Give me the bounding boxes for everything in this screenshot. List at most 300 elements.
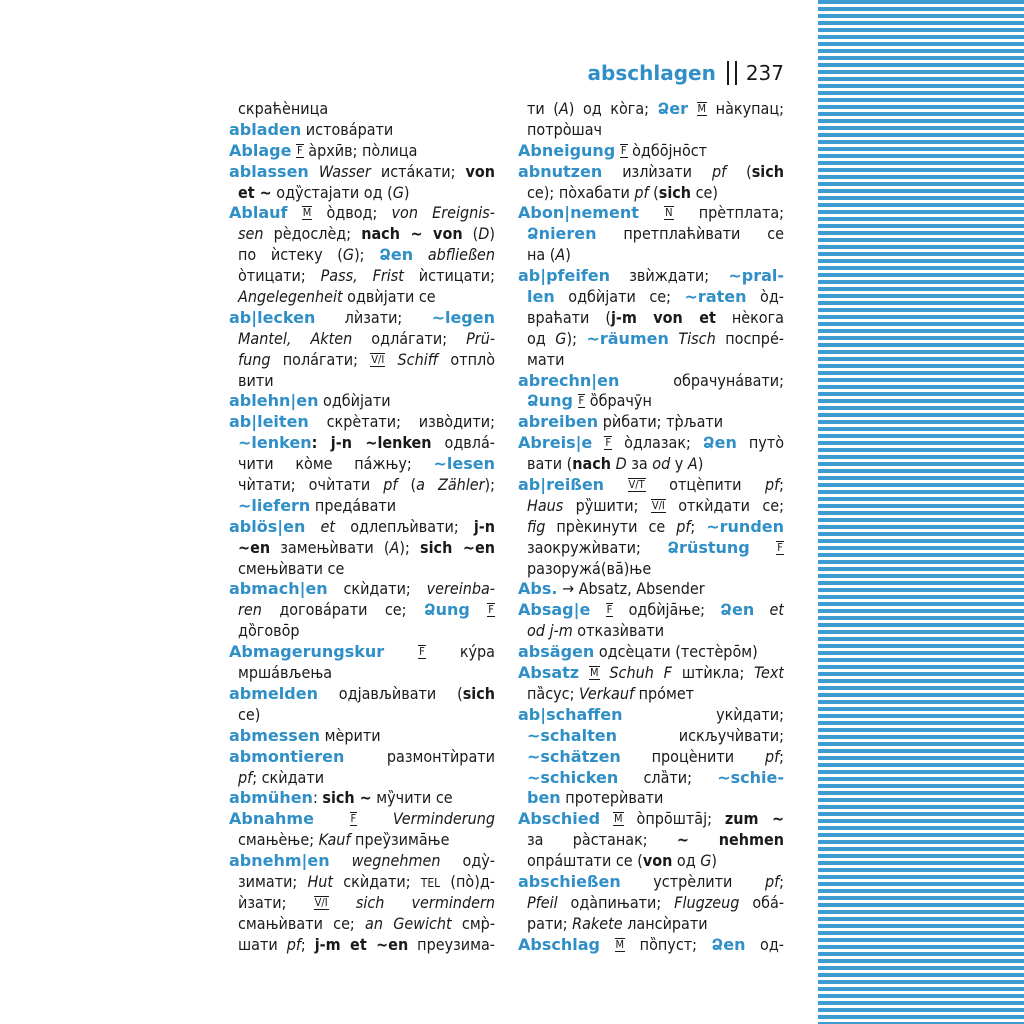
bold-phrase: sich ~en [420,537,495,557]
entry-word: ab|schaffen [518,704,623,724]
grammar-label: M [697,102,707,115]
translation-text: смењѝвати се [238,558,345,578]
dictionary-line [229,559,495,580]
dictionary-line [518,600,784,621]
translation-text: лѝзати; [315,307,432,327]
dictionary-line [518,642,784,663]
entry-word: Abon|nement [518,203,639,223]
italic-gloss: Angelegenheit [238,287,343,307]
translation-text: прѐкинути се [545,516,677,536]
translation-text: оба́- [739,892,784,912]
translation-text: претплаћѝвати се [596,224,784,244]
translation-text: од [672,851,701,871]
italic-gloss: G [392,182,404,202]
translation-text: скѝдати; [327,579,427,599]
entry-word: ~schalten [527,725,617,745]
translation-text: прѐтплата; [673,203,784,223]
entry-word: abladen [229,119,302,139]
entry-word: ~legen [431,307,495,327]
translation-text: се) [691,182,719,202]
translation-text [669,329,679,348]
dictionary-line [518,705,784,726]
dictionary-line [229,162,495,183]
dictionary-line [229,433,495,454]
translation-text: на̀купац; [707,99,784,118]
translation-text: му̏чити се [371,788,453,808]
italic-gloss: pf [764,475,780,495]
dictionary-line [229,329,495,350]
grammar-label: M [589,666,599,680]
translation-text: а̀рхӣв; по̀лица [303,140,418,160]
dictionary-line [229,538,495,559]
dictionary-line [229,830,495,851]
dictionary-line [518,559,784,580]
italic-gloss: A [389,537,400,557]
italic-gloss: Hut [307,871,334,891]
translation-text: шати [238,934,287,954]
grammar-label: F [578,394,585,408]
grammar-label: M [615,937,625,951]
entry-word: Abneigung [518,140,616,160]
dictionary-line [518,203,784,224]
italic-gloss: vereinba- [426,579,495,599]
dictionary-line [229,454,495,475]
grammar-label: M [302,206,312,220]
grammar-label: F [777,540,783,554]
translation-text: обрачуна́вати; [619,370,784,390]
grammar-label: F [606,603,613,617]
dictionary-line [229,851,495,872]
translation-text: одвла́- [431,433,495,453]
translation-text: ) [489,224,495,244]
translation-text: ; [779,746,784,766]
italic-gloss: fung [238,349,271,369]
italic-gloss: ren [238,600,262,620]
translation-text: о̀д- [746,287,784,307]
translation-text [384,642,418,661]
translation-text: по ѝстеку ( [238,245,343,265]
dictionary-line [229,642,495,663]
translation-text: ); [566,328,587,348]
dictionary-line [229,496,495,517]
translation-text: одјављѝвати ( [317,683,463,703]
translation-text: ти ( [527,99,559,118]
italic-gloss: abfließen [427,245,495,265]
dictionary-line [518,496,784,517]
translation-text [330,851,352,870]
translation-text [600,663,610,682]
entry-word: ben [527,788,561,808]
italic-gloss: pf [711,161,727,181]
grammar-label: F [605,436,612,450]
entry-word: Ablauf [229,203,288,223]
translation-text: скрѐтати; изво̀дити; [308,412,495,432]
translation-text: путо̀ [736,433,784,453]
italic-gloss: Flugzeug [674,892,740,912]
entry-word: abreiben [518,412,599,432]
italic-gloss: od j-m [527,621,573,641]
translation-text: за ра̀станак; [527,830,677,850]
dictionary-line [518,914,784,935]
entry-word: ab|leiten [229,412,309,432]
entry-word: Ձung [527,391,573,411]
entry-word: ~schätzen [527,746,621,766]
translation-text: поспре́- [715,328,784,348]
translation-text: заокружѝвати; [527,537,668,557]
translation-text: у [670,454,688,474]
translation-text: догова́рати се; [261,600,424,620]
translation-text: ( [648,182,659,202]
italic-gloss: von Ereignis- [391,203,495,223]
translation-text: преда́вати [310,495,397,515]
bold-phrase: ~ nehmen [676,830,784,850]
translation-text [305,517,320,536]
grammar-label: V/I [651,498,665,512]
translation-text: иста́кати; [370,161,466,181]
dictionary-line [518,433,784,454]
entry-word: ablehn|en [229,391,319,411]
dictionary-line [229,266,495,287]
dictionary-line [518,266,784,287]
translation-text: ру̏шити; [563,495,651,515]
translation-text: → Absatz, Absender [557,579,705,599]
dictionary-line [518,872,784,893]
entry-word: Ձen [379,245,414,265]
dictionary-line [229,99,495,120]
italic-gloss: A [687,454,698,474]
translation-text [309,162,319,181]
dictionary-line [518,287,784,308]
dictionary-line [518,621,784,642]
translation-text: ода̀пињати; [557,892,675,912]
translation-text: на ( [527,245,556,265]
entry-word: Absag|e [518,600,591,620]
entry-word: Abnahme [229,809,314,829]
translation-text: ) [565,245,571,265]
dictionary-line [229,308,495,329]
translation-text: звѝждати; [610,266,729,286]
dictionary-line [229,893,495,914]
dictionary-line [229,371,495,392]
dictionary-line [229,935,495,956]
small-caps-label: TEL [420,875,441,890]
translation-text: отцѐпити [645,475,765,495]
translation-text: ; [779,475,784,495]
translation-text: чѝтати; очѝтати [238,475,384,495]
italic-gloss: pf [383,475,398,495]
entry-word: ~pral- [728,266,784,286]
translation-text: скѝдати; [333,871,421,891]
dictionary-line [229,663,495,684]
translation-text: се); по̀хабати [527,182,635,202]
dictionary-line [518,809,784,830]
dictionary-line [518,308,784,329]
translation-text: ( [462,224,479,244]
bold-phrase: zum ~ [724,809,784,829]
translation-text: чити ко̀ме па́жњу; [238,454,434,474]
dictionary-line [229,809,495,830]
translation-text: излѝзати [602,161,712,181]
grammar-label: V/I [314,895,328,909]
dictionary-line [518,162,784,183]
translation-text [600,935,615,954]
italic-gloss: A [558,99,569,118]
dictionary-line [518,183,784,204]
dictionary-line [229,224,495,245]
dictionary-line [518,788,784,809]
translation-text: о̀дбо̄јно̄ст [627,140,708,160]
italic-gloss: an Gewicht [365,913,452,933]
translation-text: ; [300,934,315,954]
dictionary-line [518,538,784,559]
bold-phrase: j-m von et [610,307,716,327]
entry-word: ~räumen [586,328,669,348]
entry-word: Abs. [518,579,558,599]
translation-text: истова́рати [301,119,394,139]
dictionary-line [518,684,784,705]
translation-text: замењѝвати ( [270,537,390,557]
entry-word: Abmagerungskur [229,642,385,662]
translation-text: одсѐцати (тестѐро̄м) [594,642,758,662]
translation-text: сла̏ти; [618,767,718,787]
italic-gloss: sich vermindern [355,892,495,912]
translation-text: скраћѐница [238,99,329,118]
dictionary-line [518,768,784,789]
translation-text: по̏пуст; [625,934,712,954]
dictionary-line [229,872,495,893]
dictionary-line [229,684,495,705]
grammar-label: F [419,645,425,659]
translation-text: о̏брачӯн [585,391,652,411]
italic-gloss: pf [286,934,301,954]
translation-text: рѝбати; тр̀љати [598,412,724,432]
translation-text: одла́гати; [352,328,467,348]
italic-gloss: G [555,328,567,348]
bold-phrase: nach [572,454,611,474]
translation-text: вити [238,370,274,390]
entry-word: abmühen [229,788,313,808]
translation-text: зимати; [238,871,308,891]
dictionary-line [229,600,495,621]
entry-word: Ձrüstung [667,537,750,557]
dictionary-line [518,851,784,872]
italic-gloss: Rakete [572,913,623,933]
header-divider [727,61,737,85]
grammar-label: F [297,143,303,157]
translation-text [329,893,356,912]
entry-word: ~schie- [717,767,784,787]
dictionary-line [518,579,784,600]
bold-phrase: sich ~ [322,788,372,808]
entry-word: Ձen [702,433,737,453]
bold-phrase: sich [658,182,692,202]
translation-text: смр̀- [451,913,495,933]
italic-gloss: G [342,245,355,265]
translation-text: отпло̀ [438,349,495,369]
translation-text: ) [403,182,410,202]
italic-gloss: pf [764,871,780,891]
grammar-label: M [614,812,623,826]
translation-text: смањѝвати се; [238,913,366,933]
dictionary-line [229,287,495,308]
italic-gloss: sen [238,224,264,244]
translation-text: штѝкла; [671,663,755,683]
translation-text: ); [484,475,495,495]
entry-word: Ձen [711,934,746,954]
dictionary-line [229,726,495,747]
decorative-stripe-band [818,0,1024,1024]
bold-phrase: ~en [238,537,271,557]
dictionary-line [229,768,495,789]
italic-gloss: D [478,224,490,244]
italic-gloss: Wasser [318,161,371,181]
running-head: abschlagen [587,61,716,85]
italic-gloss: A [555,245,566,265]
dictionary-line [518,120,784,141]
italic-gloss: pf [676,516,691,536]
right-column [518,99,784,956]
translation-text: ; [690,516,707,536]
translation-text [470,600,487,619]
dictionary-line [518,517,784,538]
italic-gloss: Mantel, Akten [238,328,353,348]
italic-gloss: pf [764,746,780,766]
entry-word: ablassen [229,161,309,181]
dictionary-line [229,120,495,141]
translation-text: ); [399,537,421,557]
italic-gloss: et [769,600,784,620]
italic-gloss: Pfeil [527,892,558,912]
dictionary-line [229,914,495,935]
dictionary-line [229,747,495,768]
entry-word: Ձer [657,99,688,118]
italic-gloss: et [320,516,336,536]
entry-word: absägen [518,642,595,662]
italic-gloss: wegnehmen [351,851,441,871]
italic-gloss: Text [754,663,784,683]
bold-phrase: sich [751,161,784,181]
entry-word: abnutzen [518,161,603,181]
translation-text: разоружа́(ва̄)ње [527,558,652,578]
translation-text: процѐнити [620,746,765,766]
translation-text [592,433,604,452]
dictionary-line [518,245,784,266]
entry-word: Abreis|e [518,433,593,453]
dictionary-line [518,224,784,245]
italic-gloss: pf [634,182,649,202]
translation-text: враћати ( [527,307,611,327]
translation-text [413,245,428,264]
dictionary-line [518,141,784,162]
translation-text: укѝдати; [622,704,784,724]
translation-text [604,475,627,494]
entry-word: ~runden [706,516,784,536]
entry-word: ab|reißen [518,475,605,495]
bold-phrase: et ~ [238,182,272,202]
entry-word: Ձen [720,600,755,620]
dictionary-line [229,579,495,600]
italic-gloss: Verkauf [579,683,635,703]
dictionary-line [518,329,784,350]
translation-text: о̀длазак; [612,433,703,453]
translation-text [750,538,777,557]
translation-text [385,350,397,369]
entry-word: ~lenken [238,433,312,453]
translation-text [287,203,301,222]
dictionary-line [518,99,784,120]
translation-text [639,203,664,222]
page-header [588,60,784,86]
bold-phrase: sich [462,683,495,703]
grammar-label: V/I [371,352,385,366]
translation-text: ѝзати; [238,892,314,912]
italic-gloss: fig [527,516,546,536]
entry-word: ab|lecken [229,307,316,327]
translation-text: ); [354,245,380,265]
italic-gloss: a Zähler [416,475,485,495]
translation-text: одвѝјати се [342,287,436,307]
grammar-label: F [488,603,494,617]
translation-text: преузима- [408,934,495,954]
bold-phrase: j-m et ~en [314,934,409,954]
grammar-label: F [350,812,357,826]
translation-text: откѝдати се; [665,495,784,515]
italic-gloss: Prü- [466,328,495,348]
translation-text: одлепљѝвати; [335,516,474,536]
translation-text: рѐдослѐд; [263,224,362,244]
dictionary-line [518,935,784,956]
dictionary-line [229,350,495,371]
translation-text: одбѝјати [318,391,391,411]
translation-text: па̏сус; [527,683,579,703]
translation-text: о̀про̄шта̄ј; [623,809,725,829]
dictionary-line [518,830,784,851]
italic-gloss: Schuh F [609,663,672,683]
translation-text [314,809,350,828]
translation-text: преу̏зима̄ње [350,830,450,850]
italic-gloss: Verminderung [392,809,495,829]
translation-text: пола́гати; [270,349,371,369]
dictionary-line [229,788,495,809]
dictionary-line [229,517,495,538]
italic-gloss: Tisch [678,328,716,348]
translation-text: за [626,454,653,474]
entry-word: Ձung [423,600,470,620]
grammar-label: F [620,143,627,157]
translation-text: размонтѝрати [344,746,495,766]
translation-text: протерѝвати [560,788,664,808]
translation-text: ; [779,871,784,891]
bold-phrase: von [465,161,495,181]
translation-text: одбѝјати се; [554,287,685,307]
entry-word: abmessen [229,725,321,745]
entry-word: ~raten [684,287,747,307]
entry-word: Absatz [518,663,580,683]
translation-text: смањѐње; [238,830,319,850]
translation-text [754,600,769,619]
translation-text: рати; [527,913,573,933]
entry-word: abmontieren [229,746,345,766]
translation-text: од- [745,934,784,954]
dictionary-line [229,475,495,496]
translation-text: до̏гово̄р [238,621,300,641]
italic-gloss: D [615,454,627,474]
translation-text: о̀двод; [312,203,392,223]
dictionary-line [229,412,495,433]
dictionary-line [518,893,784,914]
translation-text [590,600,605,619]
grammar-label: V/T [628,478,645,492]
